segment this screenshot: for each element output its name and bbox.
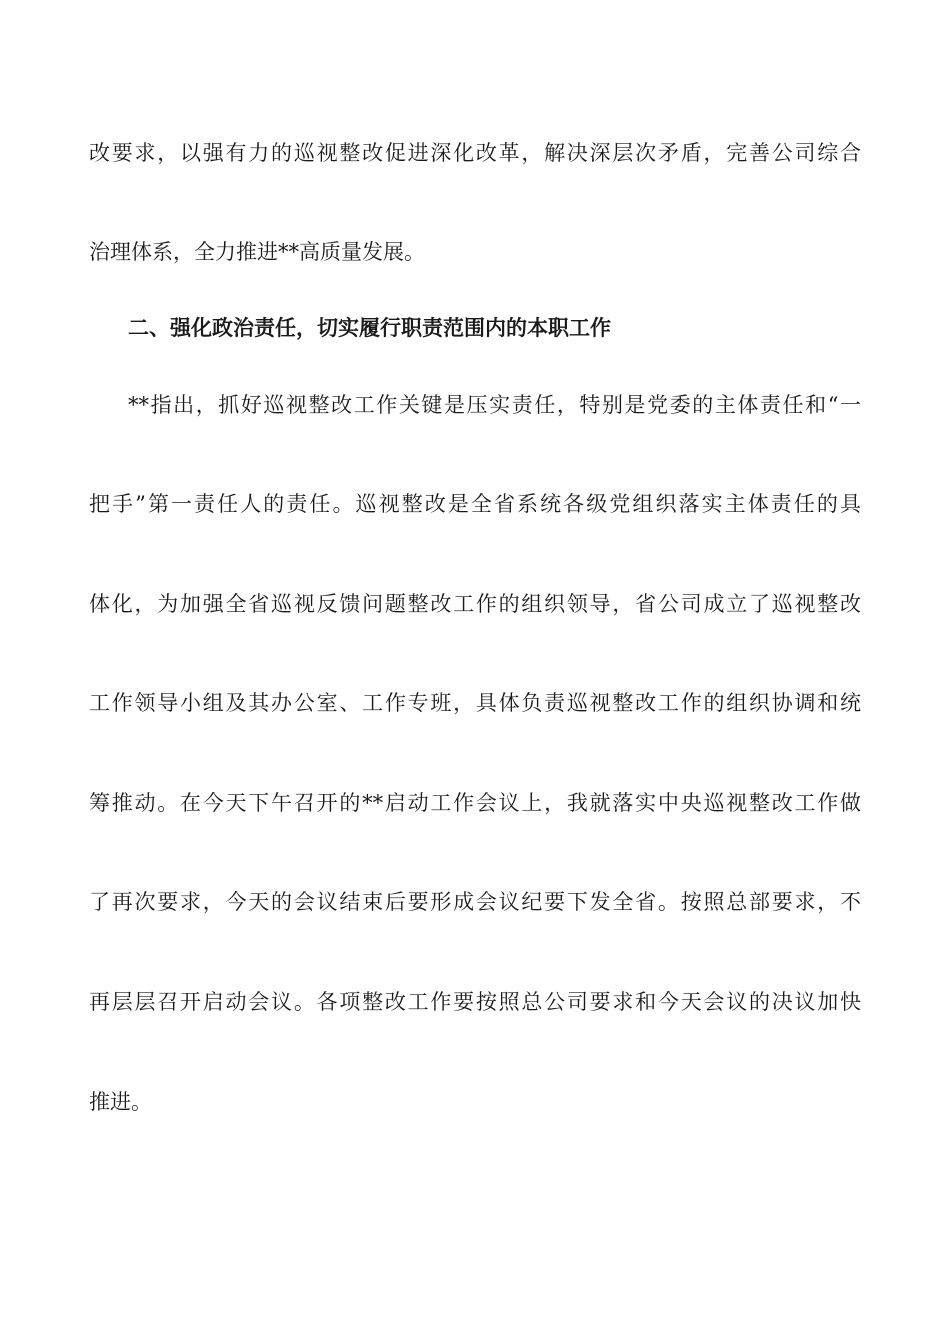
paragraph-line: **指出，抓好巡视整改工作关键是压实责任，特别是党委的主体责任和“一 — [128, 393, 861, 417]
paragraph-line: 体化，为加强全省巡视反馈问题整改工作的组织领导，省公司成立了巡视整改 — [89, 592, 861, 616]
paragraph-line: 推进。 — [89, 1090, 152, 1114]
paragraph-line: 把手”第一责任人的责任。巡视整改是全省系统各级党组织落实主体责任的具 — [89, 492, 861, 516]
paragraph-line: 筹推动。在今天下午召开的**启动工作会议上，我就落实中央巡视整改工作做 — [89, 791, 861, 815]
section-heading: 二、强化政治责任，切实履行职责范围内的本职工作 — [128, 316, 611, 340]
paragraph-line: 工作领导小组及其办公室、工作专班，具体负责巡视整改工作的组织协调和统 — [89, 691, 861, 715]
body-line: 改要求，以强有力的巡视整改促进深化改革，解决深层次矛盾，完善公司综合 — [89, 141, 861, 165]
body-line: 治理体系，全力推进**高质量发展。 — [89, 240, 425, 264]
paragraph-line: 再层层召开启动会议。各项整改工作要按照总公司要求和今天会议的决议加快 — [89, 990, 861, 1014]
paragraph-line: 了再次要求，今天的会议结束后要形成会议纪要下发全省。按照总部要求，不 — [89, 890, 861, 914]
